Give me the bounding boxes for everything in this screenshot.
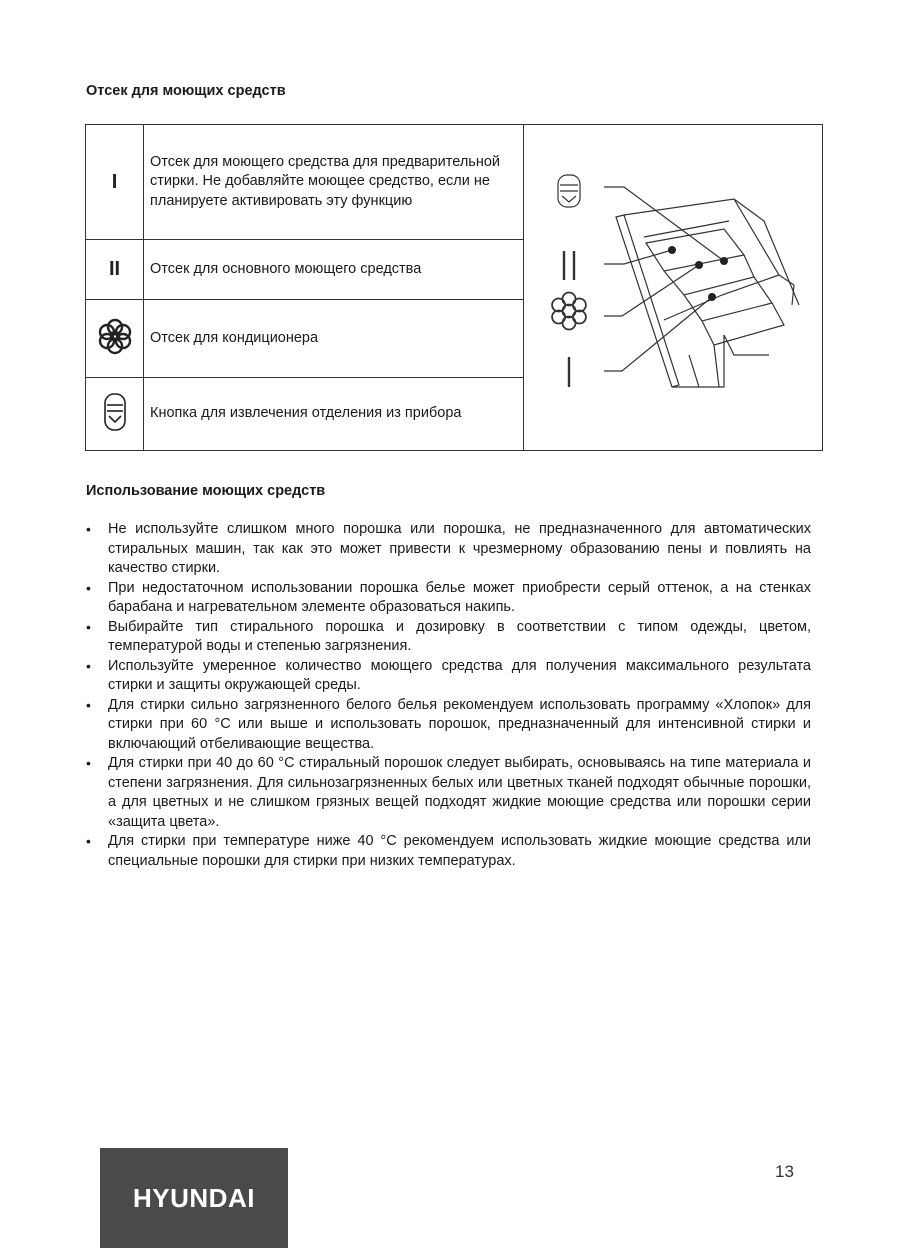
list-item: • Для стирки при температуре ниже 40 °C рекомендуем использовать жидкие моющие средства или специальные порошки для стирки при низких температурах. xyxy=(86,832,811,871)
row-description: Отсек для основного моющего средства xyxy=(144,240,524,300)
row-description: Кнопка для извлечения отделения из прибора xyxy=(144,378,524,451)
usage-list xyxy=(86,520,811,871)
drawer-release-button-icon xyxy=(558,175,580,207)
flower-softener-icon xyxy=(552,293,586,330)
flower-softener-icon xyxy=(95,316,135,356)
row-description: Отсек для кондиционера xyxy=(144,300,524,378)
main-wash-roman-two-icon: II xyxy=(108,258,121,281)
row-symbol-cell xyxy=(86,300,144,378)
section-title-compartment: Отсек для моющих средств xyxy=(86,83,286,99)
list-item: • Для стирки сильно загрязненного белого белья рекомендуем использовать программу «Хлопок» для стирки при 60 °C или выше и использовать порошок, предназначенный для интенсивной стирки и включающий отбеливающие вещества. xyxy=(86,696,811,755)
prewash-roman-one-icon: I xyxy=(111,170,118,193)
list-item: • Не используйте слишком много порошка или порошка, не предназначенного для автоматических стиральных машин, так как это может привести к чрезмерному образованию пены и повлиять на качество стирки. xyxy=(86,520,811,579)
brand-logo: HYUNDAI xyxy=(100,1148,288,1248)
row-description: Отсек для моющего средства для предварительной стирки. Не добавляйте моющее средство, если не планируете активировать эту функцию xyxy=(144,125,524,240)
row-symbol-cell xyxy=(86,125,144,240)
row-symbol-cell xyxy=(86,378,144,451)
dispenser-diagram xyxy=(524,125,822,445)
list-item: • Используйте умеренное количество моющего средства для получения максимального результата стирки и защиты окружающей среды. xyxy=(86,657,811,696)
drawer-release-button-icon xyxy=(100,391,130,433)
main-wash-roman-two-icon xyxy=(564,251,574,280)
dispenser-drawer-figure xyxy=(524,125,823,451)
section-title-usage: Использование моющих средств xyxy=(86,483,326,499)
compartment-table xyxy=(85,124,823,451)
list-item: • Для стирки при 40 до 60 °C стиральный порошок следует выбирать, основываясь на типе материала и степени загрязнения. Для сильнозагрязненных белых или цветных тканей подходят обычные порошки, а для цветных и не слишком грязных вещей подходят жидкие моющие средства или порошки серии «защита цвета». xyxy=(86,754,811,832)
page-number: 13 xyxy=(775,1162,794,1181)
list-item: • Выбирайте тип стирального порошка и дозировку в соответствии с типом одежды, цветом, температурой воды и степенью загрязнения. xyxy=(86,618,811,657)
row-symbol-cell xyxy=(86,240,144,300)
list-item: • При недостаточном использовании порошка белье может приобрести серый оттенок, а на стенках барабана и нагревательном элементе образоваться накипь. xyxy=(86,579,811,618)
